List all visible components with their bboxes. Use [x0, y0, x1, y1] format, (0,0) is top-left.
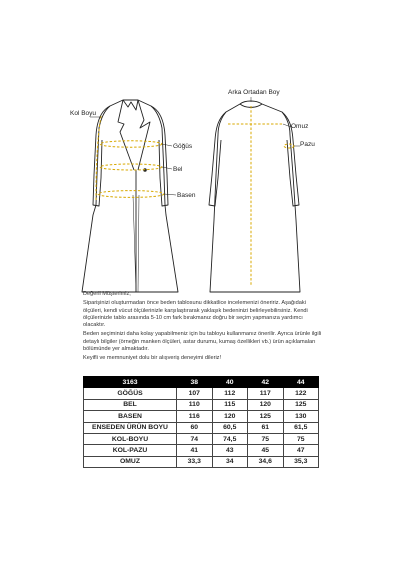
- table-cell: 34,6: [248, 456, 284, 467]
- table-cell: 47: [283, 445, 319, 456]
- size-table: [83, 376, 319, 468]
- front-left-lapel: [118, 100, 134, 170]
- instructions-paragraph-2: Beden seçiminizi daha kolay yapabilmeniz için bu tabloyu kullanmanız önerilir. Ayrıca ürünle ilgili detaylı bilgiler (örneğin manken ölçüleri, astar durumu, kumaş özellikleri vb.) ürün açıklamaları bölümünde yer almaktadır.: [83, 331, 322, 353]
- table-row: [84, 433, 319, 444]
- table-cell: 110: [177, 399, 213, 410]
- label-arka-ortadan-boy: Arka Ortadan Boy: [228, 89, 280, 96]
- label-omuz: Omuz: [291, 123, 309, 130]
- table-cell: 33,3: [177, 456, 213, 467]
- customer-notice: [83, 291, 323, 365]
- row-label: KOL-BOYU: [84, 433, 177, 444]
- table-cell: 61,5: [283, 422, 319, 433]
- table-cell: 35,3: [283, 456, 319, 467]
- row-label: KOL-PAZU: [84, 445, 177, 456]
- table-cell: 112: [212, 388, 248, 399]
- back-left-sleeve: [209, 112, 226, 206]
- table-cell: 41: [177, 445, 213, 456]
- table-cell: 43: [212, 445, 248, 456]
- table-cell: 75: [283, 433, 319, 444]
- row-label: ENSEDEN ÜRÜN BOYU: [84, 422, 177, 433]
- table-cell: 75: [248, 433, 284, 444]
- table-cell: 45: [248, 445, 284, 456]
- header-model-code: 3163: [84, 377, 177, 388]
- table-row: [84, 422, 319, 433]
- table-cell: 130: [283, 411, 319, 422]
- table-cell: 117: [248, 388, 284, 399]
- front-right-lapel: [138, 100, 150, 170]
- coat-front-view: [82, 100, 178, 292]
- table-header-row: [84, 377, 319, 388]
- greeting-text: Değerli Müşterimiz,: [83, 291, 131, 297]
- front-collar: [123, 100, 138, 110]
- table-row: [84, 411, 319, 422]
- table-row: [84, 399, 319, 410]
- label-gogus: Göğüs: [173, 143, 193, 150]
- measure-hips: [98, 191, 164, 198]
- row-label: OMUZ: [84, 456, 177, 467]
- table-row: [84, 445, 319, 456]
- row-label: BEL: [84, 399, 177, 410]
- table-cell: 122: [283, 388, 319, 399]
- measure-waist: [100, 164, 162, 170]
- back-measurements: [228, 106, 294, 285]
- back-body-outline: [210, 104, 300, 292]
- table-cell: 74,5: [212, 433, 248, 444]
- table-cell: 61: [248, 422, 284, 433]
- header-size-44: 44: [283, 377, 319, 388]
- measure-bicep: [284, 144, 294, 148]
- table-cell: 125: [283, 399, 319, 410]
- table-cell: 120: [212, 411, 248, 422]
- table-cell: 125: [248, 411, 284, 422]
- table-cell: 115: [212, 399, 248, 410]
- label-kol-boyu: Kol Boyu: [70, 110, 97, 117]
- instructions-paragraph-1: Siparişinizi oluşturmadan önce beden tablosunu dikkatlice incelemenizi öneririz. Aşağıdaki ölçüleri, kendi vücut ölçülerinizle karşılaştırarak yaklaşık bedeninizi belirleyebilirsiniz. Kendi ölçülerinizle tablo arasında 5-10 cm fark bırakmanız doğru bir seçim yapmanıza yardımcı olacaktır.: [83, 300, 308, 329]
- measure-chest: [100, 141, 162, 147]
- table-row: [84, 388, 319, 399]
- label-bel: Bel: [173, 166, 183, 173]
- row-label: BASEN: [84, 411, 177, 422]
- closing-text: Keyifli ve memnuniyet dolu bir alışveriş deneyimi dileriz!: [83, 355, 222, 362]
- front-right-sleeve: [151, 106, 168, 206]
- table-cell: 120: [248, 399, 284, 410]
- table-cell: 60: [177, 422, 213, 433]
- header-size-42: 42: [248, 377, 284, 388]
- table-cell: 116: [177, 411, 213, 422]
- table-cell: 60,5: [212, 422, 248, 433]
- label-pazu: Pazu: [300, 141, 315, 148]
- header-size-38: 38: [177, 377, 213, 388]
- row-label: GÖĞÜS: [84, 388, 177, 399]
- table-cell: 74: [177, 433, 213, 444]
- table-row: [84, 456, 319, 467]
- coat-back-view: [209, 101, 300, 292]
- header-size-40: 40: [212, 377, 248, 388]
- label-basen: Basen: [177, 192, 196, 199]
- table-cell: 107: [177, 388, 213, 399]
- table-cell: 34: [212, 456, 248, 467]
